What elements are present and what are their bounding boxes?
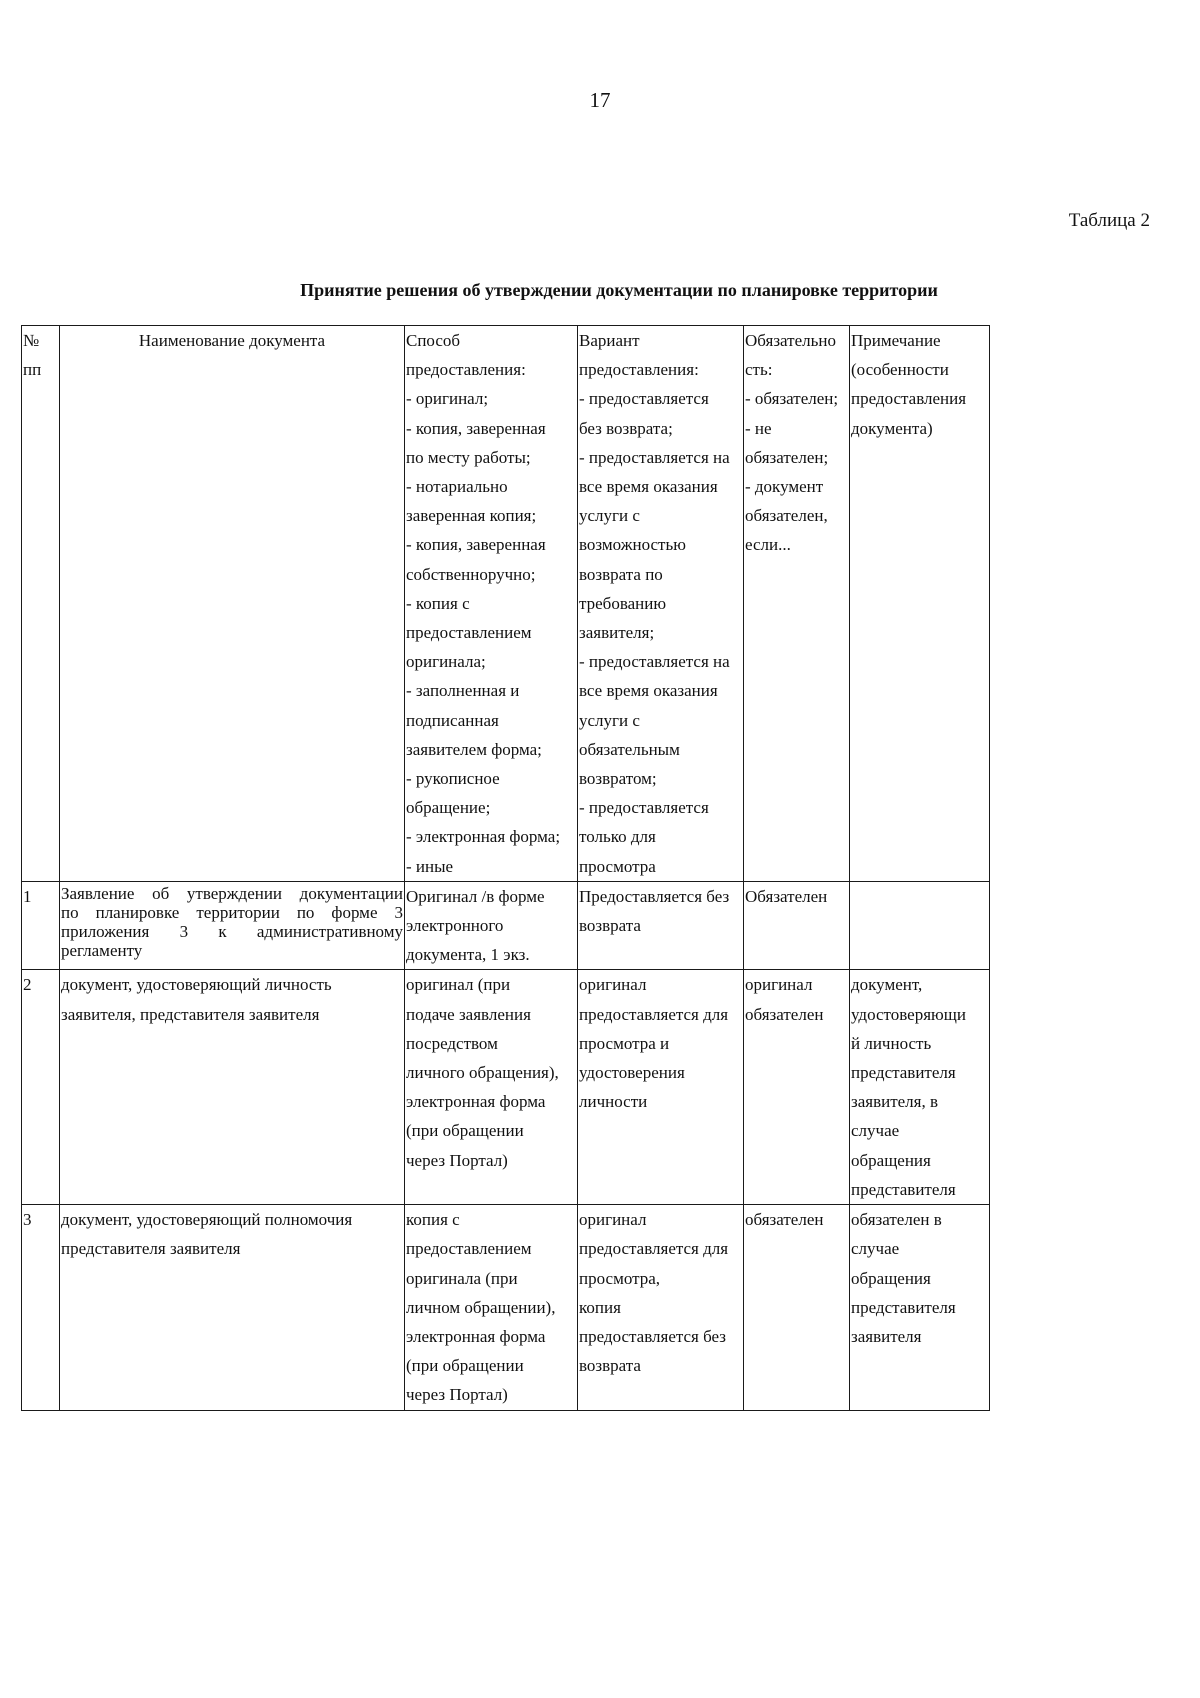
header-num-cell	[22, 326, 60, 882]
cell-text-line: удостоверяющи	[851, 1004, 966, 1024]
cell-text-line: через Портал)	[406, 1385, 508, 1405]
cell-text-line: - предоставляется на	[579, 447, 730, 467]
table-label: Таблица 2	[1068, 210, 1150, 231]
cell-text-line: Оригинал /в форме	[406, 886, 545, 906]
header-name-cell	[60, 326, 405, 882]
cell-text-line: собственноручно;	[406, 564, 536, 584]
cell-text-line: копия с	[406, 1210, 460, 1230]
cell-text-line: - обязателен;	[745, 389, 839, 409]
cell-text-line: случае	[851, 1121, 900, 1141]
cell-text-line: обязателен	[745, 1210, 824, 1230]
cell-text-line: оригинал	[579, 975, 647, 995]
cell-text-line: заявителя	[851, 1326, 922, 1346]
cell-text-line: электронная форма	[406, 1092, 546, 1112]
row-name-line: по планировке территории по форме 3	[61, 902, 403, 922]
cell-text-line: - заполненная и	[406, 681, 520, 701]
header-note-cell	[850, 326, 990, 882]
cell-text-line: возврата	[579, 916, 641, 936]
cell-text-line: - копия, заверенная	[406, 535, 546, 555]
cell-text-line: предоставляется для	[579, 1239, 729, 1259]
row-note-cell	[850, 1205, 990, 1410]
cell-text-line: представителя заявителя	[61, 1239, 241, 1259]
cell-text-line: обязателен	[745, 1004, 824, 1024]
cell-text-line: документ, удостоверяющий личность	[61, 975, 332, 995]
cell-text-line: возвратом;	[579, 769, 657, 789]
cell-text-line: требованию	[579, 593, 667, 613]
cell-text-line: обязательным	[579, 739, 680, 759]
row-num: 1	[23, 886, 32, 906]
row-name-cell	[60, 970, 405, 1205]
cell-text-line: представителя	[851, 1063, 956, 1083]
cell-text-line: - предоставляется на	[579, 652, 730, 672]
cell-text-line: только для	[579, 827, 656, 847]
row-name-cell	[60, 881, 405, 970]
cell-text-line: (при обращении	[406, 1356, 524, 1376]
cell-text-line: представителя	[851, 1179, 956, 1199]
cell-text-line: Примечание	[851, 331, 941, 350]
cell-text-line: возврата по	[579, 564, 663, 584]
cell-text-line: подаче заявления	[406, 1004, 531, 1024]
cell-text-line: обращения	[851, 1268, 931, 1288]
cell-text-line: - оригинал;	[406, 389, 489, 409]
cell-text-line: предоставления:	[406, 360, 526, 380]
cell-text-line: - не	[745, 418, 772, 438]
cell-text-line: все время оказания	[579, 477, 718, 497]
cell-text-line: удостоверения	[579, 1063, 685, 1083]
cell-text-line: - предоставляется	[579, 798, 709, 818]
cell-text-line: просмотра и	[579, 1033, 670, 1053]
cell-text-line: (особенности	[851, 360, 949, 380]
table-row	[22, 970, 990, 1205]
cell-text-line: обязателен;	[745, 447, 829, 467]
cell-text-line: услуги с	[579, 506, 640, 526]
cell-text-line: предоставления:	[579, 360, 699, 380]
cell-text-line: документ,	[851, 975, 923, 995]
cell-text-line: посредством	[406, 1033, 498, 1053]
cell-text-line: документ, удостоверяющий полномочия	[61, 1210, 353, 1230]
row-name-justified	[61, 882, 403, 960]
cell-text-line: все время оказания	[579, 681, 718, 701]
cell-text-line: представителя	[851, 1297, 956, 1317]
cell-text-line: - копия с	[406, 593, 470, 613]
cell-text-line: обращения	[851, 1150, 931, 1170]
cell-text-line: без возврата;	[579, 418, 673, 438]
document-title: Принятие решения об утверждении документации по планировке территории	[300, 280, 938, 300]
cell-text-line: Обязателен	[745, 886, 828, 906]
cell-text-line: заявителем форма;	[406, 739, 542, 759]
header-required-cell	[744, 326, 850, 882]
cell-text-line: электронная форма	[406, 1326, 546, 1346]
cell-text-line: - нотариально	[406, 477, 508, 497]
cell-text-line: подписанная	[406, 710, 499, 730]
header-method-cell	[405, 326, 578, 882]
table-header-row	[22, 326, 990, 882]
cell-text-line: заверенная копия;	[406, 506, 537, 526]
row-method-cell	[405, 881, 578, 970]
cell-text-line: Предоставляется без	[579, 886, 730, 906]
cell-text-line: - предоставляется	[579, 389, 709, 409]
page-number: 17	[589, 88, 611, 112]
row-num-cell	[22, 970, 60, 1205]
row-name-cell	[60, 1205, 405, 1410]
row-method-cell	[405, 970, 578, 1205]
documents-table	[21, 325, 990, 1411]
row-name-line: приложения 3 к административному	[61, 921, 403, 941]
cell-text-line: оригинала (при	[406, 1268, 518, 1288]
cell-text-line: возврата	[579, 1356, 641, 1376]
row-variant-cell	[578, 881, 744, 970]
cell-text-line: личном обращении),	[406, 1297, 556, 1317]
cell-text-line: оригинал (при	[406, 975, 511, 995]
cell-text-line: просмотра,	[579, 1268, 661, 1288]
cell-text-line: заявителя, представителя заявителя	[61, 1004, 320, 1024]
cell-text-line: (при обращении	[406, 1121, 524, 1141]
row-required-cell	[744, 1205, 850, 1410]
cell-text-line: обязателен в	[851, 1210, 942, 1230]
row-num: 2	[23, 975, 32, 995]
cell-text-line: Способ	[406, 331, 461, 350]
cell-text-line: личного обращения),	[406, 1063, 559, 1083]
row-required-cell	[744, 970, 850, 1205]
header-name-label: Наименование документа	[138, 331, 326, 350]
row-name-line: Заявление об утверждении документации	[61, 883, 403, 903]
cell-text-line: Обязательно	[745, 331, 836, 350]
row-num: 3	[23, 1210, 32, 1230]
row-variant-cell	[578, 1205, 744, 1410]
cell-text-line: - копия, заверенная	[406, 418, 546, 438]
table-row	[22, 1205, 990, 1410]
row-num-cell	[22, 1205, 60, 1410]
cell-text-line: №	[23, 331, 40, 350]
cell-text-line: заявителя;	[579, 623, 655, 643]
cell-text-line: электронного	[406, 916, 504, 936]
cell-text-line: обязателен,	[745, 506, 828, 526]
cell-text-line: предоставляется без	[579, 1326, 727, 1346]
cell-text-line: копия	[579, 1297, 621, 1317]
table-row	[22, 881, 990, 970]
cell-text-line: заявителя, в	[851, 1092, 939, 1112]
row-required-cell	[744, 881, 850, 970]
cell-text-line: предоставлением	[406, 623, 532, 643]
cell-text-line: документа)	[851, 418, 933, 438]
cell-text-line: оригинал	[579, 1210, 647, 1230]
cell-text-line: если...	[745, 535, 791, 555]
cell-text-line: предоставлением	[406, 1239, 532, 1259]
row-note-cell	[850, 970, 990, 1205]
row-note-cell	[850, 881, 990, 970]
cell-text-line: предоставляется для	[579, 1004, 729, 1024]
cell-text-line: Вариант	[579, 331, 640, 350]
cell-text-line: пп	[23, 360, 42, 380]
cell-text-line: случае	[851, 1239, 900, 1259]
cell-text-line: обращение;	[406, 798, 491, 818]
cell-text-line: й личность	[851, 1033, 932, 1053]
cell-text-line: - иные	[406, 856, 454, 876]
cell-text-line: - документ	[745, 477, 824, 497]
row-name-line: регламенту	[61, 940, 143, 960]
cell-text-line: сть:	[745, 360, 773, 380]
cell-text-line: услуги с	[579, 710, 640, 730]
cell-text-line: - рукописное	[406, 769, 500, 789]
cell-text-line: возможностью	[579, 535, 686, 555]
row-method-cell	[405, 1205, 578, 1410]
cell-text-line: - электронная форма;	[406, 827, 561, 847]
cell-text-line: оригинала;	[406, 652, 486, 672]
row-num-cell	[22, 881, 60, 970]
cell-text-line: оригинал	[745, 975, 813, 995]
row-variant-cell	[578, 970, 744, 1205]
header-variant-cell	[578, 326, 744, 882]
cell-text-line: документа, 1 экз.	[406, 945, 530, 965]
cell-text-line: личности	[579, 1092, 648, 1112]
cell-text-line: предоставления	[851, 389, 967, 409]
cell-text-line: по месту работы;	[406, 447, 531, 467]
cell-text-line: просмотра	[579, 856, 656, 876]
cell-text-line: через Портал)	[406, 1150, 508, 1170]
